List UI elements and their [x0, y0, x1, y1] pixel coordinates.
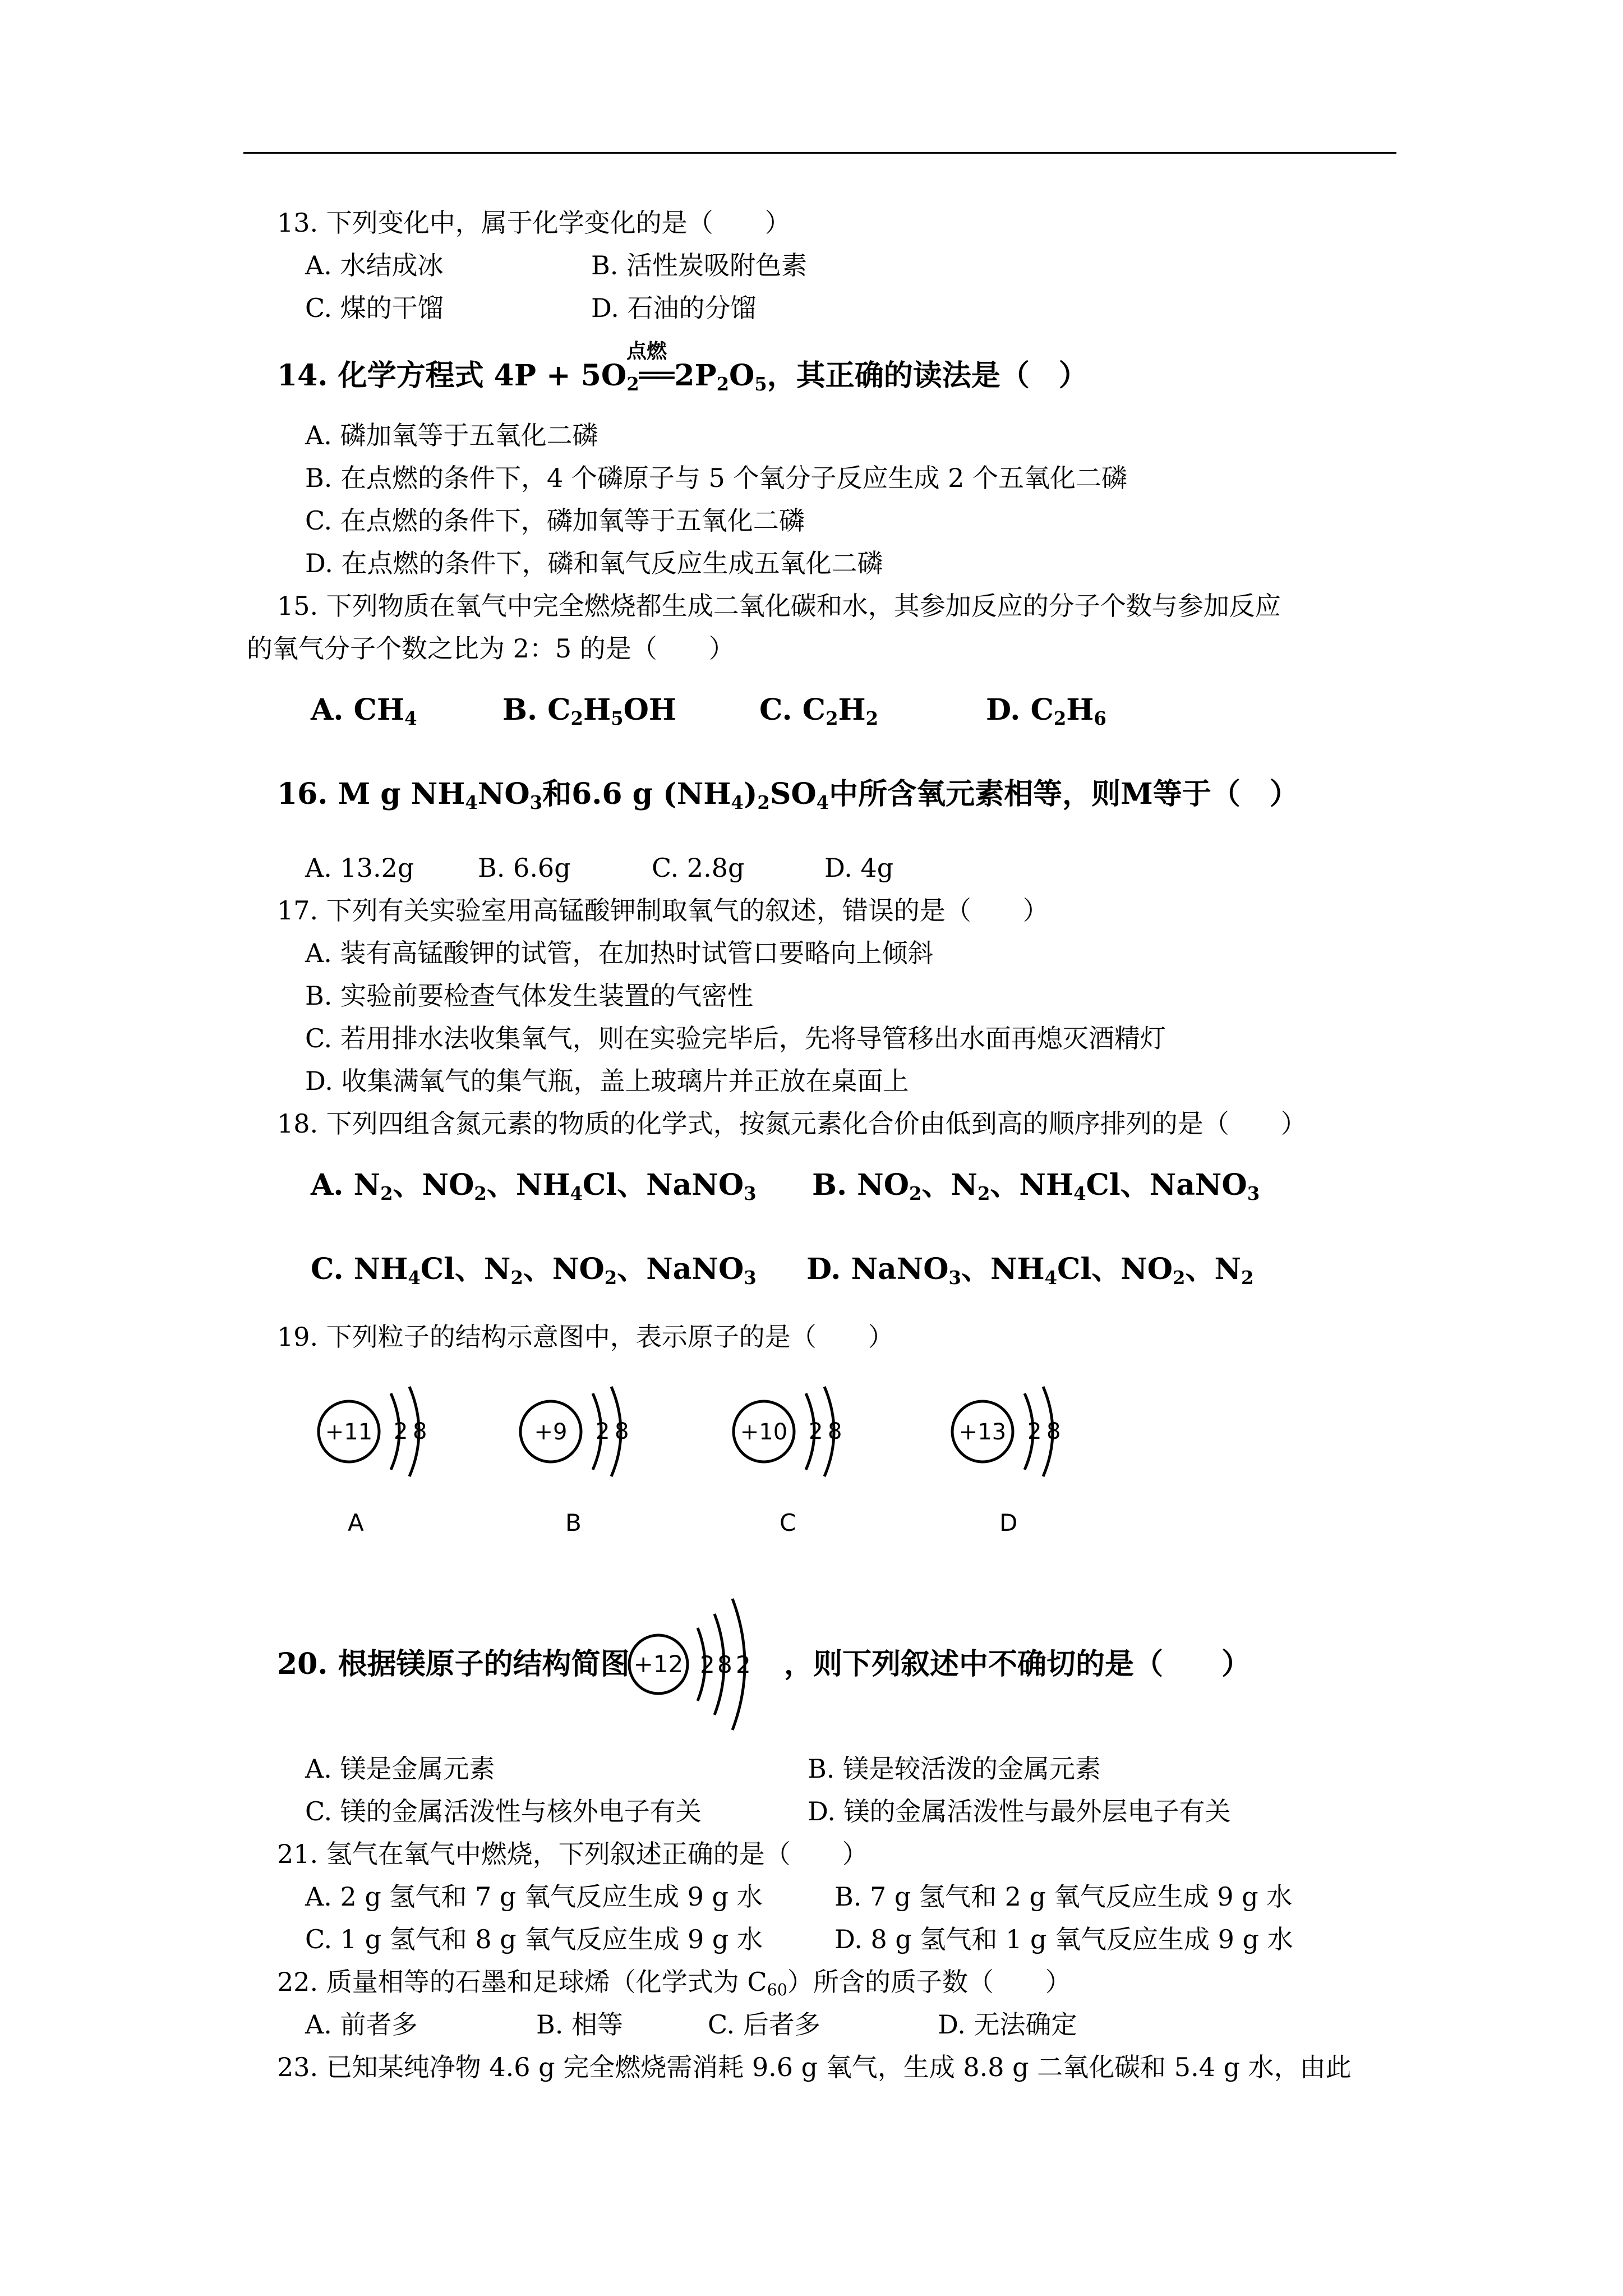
- q22-option-b[interactable]: B. 相等: [536, 2009, 624, 2040]
- q13-option-c[interactable]: C. 煤的干馏: [305, 293, 444, 323]
- svg-text:+9: +9: [534, 1419, 568, 1445]
- svg-text:8: 8: [828, 1419, 842, 1444]
- q23-stem: 23. 已知某纯净物 4.6 g 完全燃烧需消耗 9.6 g 氧气，生成 8.8 g 二氧化碳和 5.4 g 水，由此: [277, 2052, 1352, 2082]
- q14-option-a[interactable]: A. 磷加氧等于五氧化二磷: [305, 420, 598, 450]
- q17-option-b[interactable]: B. 实验前要检查气体发生装置的气密性: [305, 981, 754, 1011]
- svg-text:2: 2: [736, 1651, 751, 1678]
- q15-stem-line2: 的氧气分子个数之比为 2：5 的是（ ）: [247, 633, 735, 664]
- svg-text:2: 2: [700, 1651, 715, 1678]
- q20-stem-pre: 20. 根据镁原子的结构简图: [277, 1647, 630, 1681]
- q17-stem: 17. 下列有关实验室用高锰酸钾制取氧气的叙述，错误的是（ ）: [277, 895, 1049, 926]
- q20-option-b[interactable]: B. 镁是较活泼的金属元素: [808, 1754, 1101, 1784]
- header-rule: [243, 152, 1396, 154]
- q18-option-c[interactable]: C. $NH_4Cl$、$N_2$、$NO_2$、NaNO$_3$: [311, 1252, 757, 1289]
- q15-option-c[interactable]: C. $C_2H_2$: [759, 693, 879, 730]
- svg-text:8: 8: [1046, 1419, 1061, 1444]
- q16-option-a[interactable]: A. 13.2g: [305, 853, 414, 883]
- svg-text:8: 8: [717, 1651, 732, 1678]
- q16-stem: 16. M g $NH_4NO_3$和6.6 g $(NH_4)_2SO_4$中所含氧元素相等，则M等于（ ）: [277, 777, 1299, 814]
- atom-diagram-b[interactable]: [511, 1381, 657, 1482]
- q22-stem: 22. 质量相等的石墨和足球烯（化学式为 $C_{60}$）所含的质子数（ ）: [277, 1967, 1071, 1999]
- atom-label-a: A: [348, 1509, 364, 1536]
- q15-stem-line1: 15. 下列物质在氧气中完全燃烧都生成二氧化碳和水，其参加反应的分子个数与参加反应: [277, 591, 1281, 621]
- q15-option-b[interactable]: B. $C_2H_5OH$: [502, 693, 676, 730]
- q14-condition: 点燃: [626, 339, 667, 363]
- q14-option-c[interactable]: C. 在点燃的条件下，磷加氧等于五氧化二磷: [305, 505, 805, 536]
- q13-option-d[interactable]: D. 石油的分馏: [591, 293, 757, 323]
- q18-option-a[interactable]: A. $N_2$、$NO_2$、$NH_4Cl$、NaNO$_3$: [311, 1168, 757, 1205]
- q13-option-b[interactable]: B. 活性炭吸附色素: [591, 250, 808, 280]
- svg-text:+11: +11: [325, 1419, 373, 1445]
- q20-option-d[interactable]: D. 镁的金属活泼性与最外层电子有关: [808, 1796, 1231, 1826]
- q21-option-c[interactable]: C. 1 g 氢气和 8 g 氧气反应生成 9 g 水: [305, 1924, 763, 1954]
- q20-option-c[interactable]: C. 镁的金属活泼性与核外电子有关: [305, 1796, 702, 1826]
- q18-option-b[interactable]: B. $NO_2$、$N_2$、$NH_4Cl$、NaNO$_3$: [812, 1168, 1260, 1205]
- q17-option-a[interactable]: A. 装有高锰酸钾的试管，在加热时试管口要略向上倾斜: [305, 938, 934, 968]
- atom-label-d: D: [999, 1509, 1018, 1536]
- q21-option-b[interactable]: B. 7 g 氢气和 2 g 氧气反应生成 9 g 水: [834, 1881, 1293, 1912]
- q16-option-b[interactable]: B. 6.6g: [478, 853, 571, 883]
- atom-diagram-c[interactable]: [725, 1381, 870, 1482]
- atom-diagram-d[interactable]: [943, 1381, 1089, 1482]
- atom-label-b: B: [565, 1509, 582, 1536]
- q15-option-d[interactable]: D. $C_2H_6$: [986, 693, 1106, 730]
- svg-text:2: 2: [1027, 1419, 1042, 1444]
- q18-stem: 18. 下列四组含氮元素的物质的化学式，按氮元素化合价由低到高的顺序排列的是（ ）: [277, 1108, 1307, 1139]
- q22-option-a[interactable]: A. 前者多: [305, 2009, 418, 2040]
- q16-option-d[interactable]: D. 4g: [824, 853, 894, 883]
- q13-option-a[interactable]: A. 水结成冰: [305, 250, 444, 280]
- svg-text:8: 8: [413, 1419, 427, 1444]
- q19-stem: 19. 下列粒子的结构示意图中，表示原子的是（ ）: [277, 1322, 894, 1352]
- q18-option-d[interactable]: D. NaNO$_3$、$NH_4Cl$、$NO_2$、$N_2$: [806, 1252, 1254, 1289]
- svg-text:2: 2: [809, 1419, 823, 1444]
- q21-option-d[interactable]: D. 8 g 氢气和 1 g 氧气反应生成 9 g 水: [834, 1924, 1293, 1954]
- atom-label-c: C: [780, 1509, 796, 1536]
- q22-option-d[interactable]: D. 无法确定: [938, 2009, 1077, 2040]
- q15-option-a[interactable]: A. $CH_4$: [311, 693, 417, 730]
- q21-option-a[interactable]: A. 2 g 氢气和 7 g 氧气反应生成 9 g 水: [305, 1881, 763, 1912]
- svg-text:2: 2: [596, 1419, 610, 1444]
- q14-option-b[interactable]: B. 在点燃的条件下，4 个磷原子与 5 个氧分子反应生成 2 个五氧化二磷: [305, 463, 1127, 493]
- q20-stem-post: ，则下列叙述中不确切的是（ ）: [784, 1647, 1251, 1681]
- q20-option-a[interactable]: A. 镁是金属元素: [305, 1754, 495, 1784]
- svg-text:2: 2: [394, 1419, 408, 1444]
- q13-stem: 13. 下列变化中，属于化学变化的是（ ）: [277, 208, 791, 238]
- q14-option-d[interactable]: D. 在点燃的条件下，磷和氧气反应生成五氧化二磷: [305, 548, 883, 578]
- magnesium-atom-diagram: [624, 1589, 792, 1740]
- svg-text:+12: +12: [633, 1650, 684, 1678]
- atom-diagram-a[interactable]: [310, 1381, 455, 1482]
- q21-stem: 21. 氢气在氧气中燃烧，下列叙述正确的是（ ）: [277, 1839, 868, 1869]
- q17-option-d[interactable]: D. 收集满氧气的集气瓶，盖上玻璃片并正放在桌面上: [305, 1066, 909, 1096]
- q16-option-c[interactable]: C. 2.8g: [652, 853, 745, 883]
- svg-text:+13: +13: [958, 1419, 1007, 1445]
- q22-option-c[interactable]: C. 后者多: [708, 2009, 820, 2040]
- q14-stem: 14. 化学方程式 $4P + 5O_2══2P_2O_5$，其正确的读法是（ ）: [277, 358, 1088, 395]
- svg-text:8: 8: [615, 1419, 629, 1444]
- q17-option-c[interactable]: C. 若用排水法收集氧气，则在实验完毕后，先将导管移出水面再熄灭酒精灯: [305, 1023, 1166, 1053]
- svg-text:+10: +10: [740, 1419, 788, 1445]
